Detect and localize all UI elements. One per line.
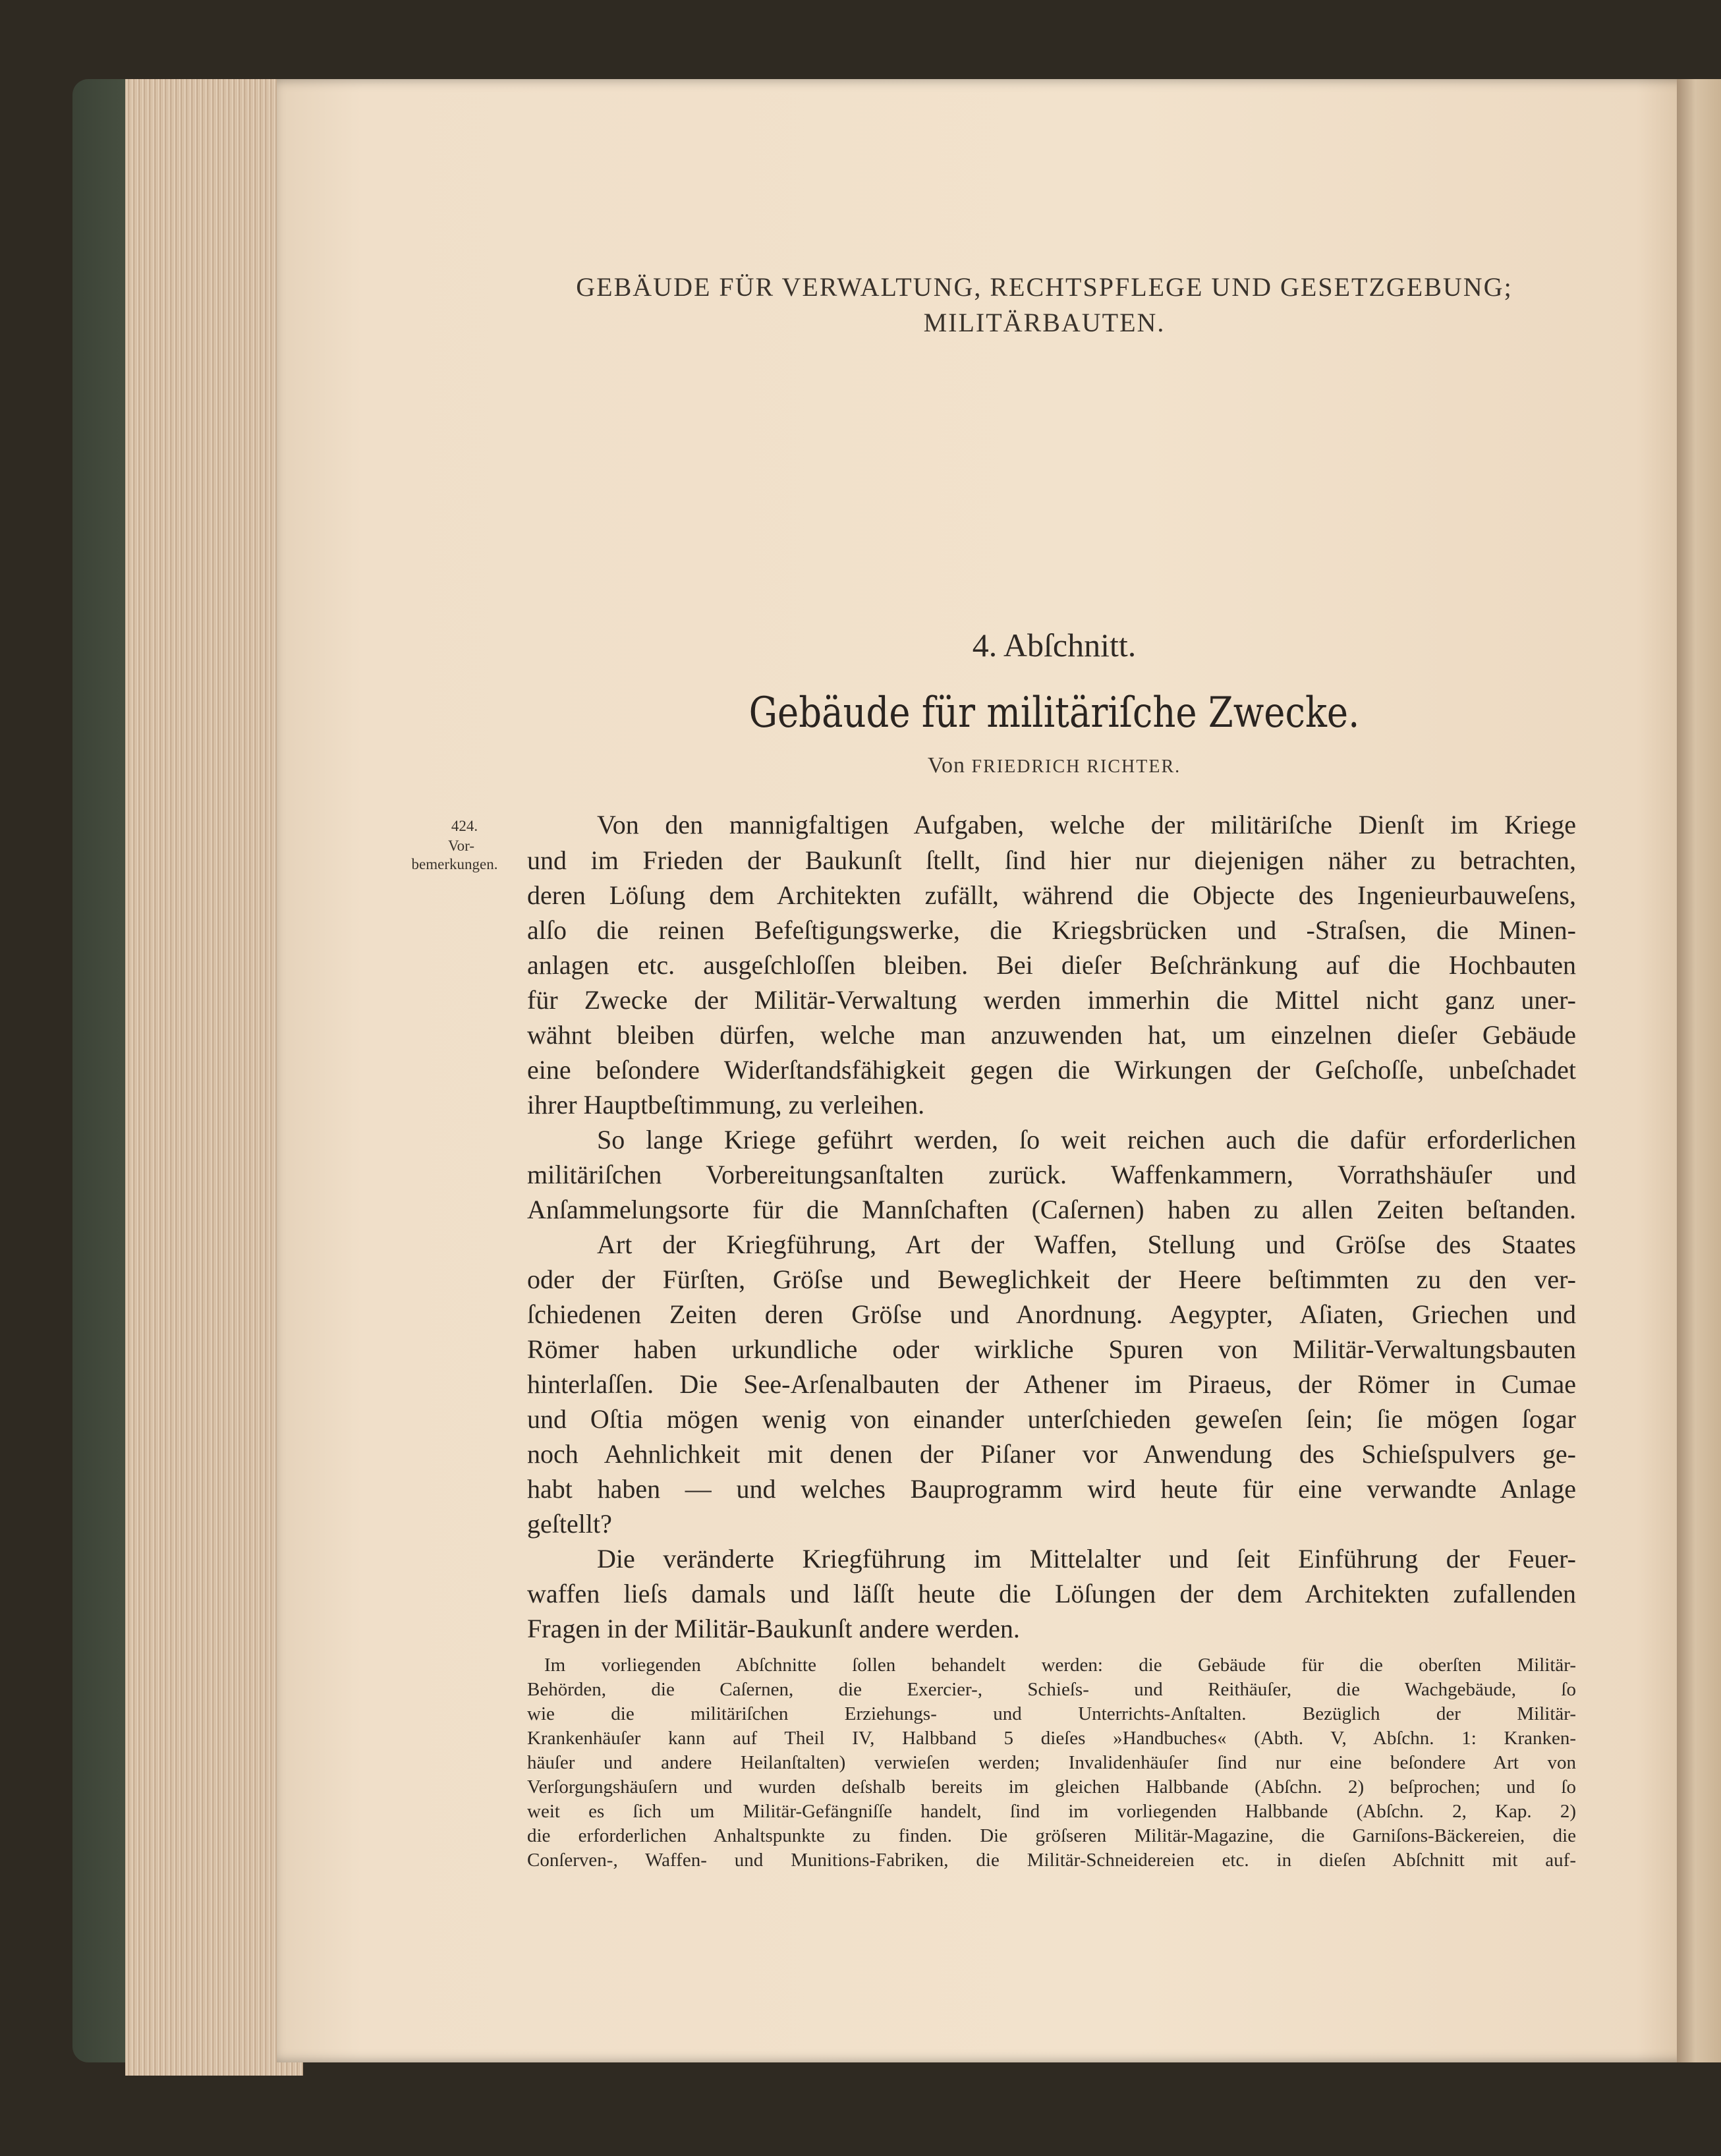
footnote-line: Conſerven-, Waffen- und Munitions-Fabriken, die Militär-Schneidereien etc. in dieſen Abſchnitt mit auf- <box>527 1850 1576 1871</box>
body-text-line: noch Aehnlichkeit mit denen der Piſaner vor Anwendung des Schieſspulvers ge- <box>527 1439 1576 1469</box>
footnote-line: häuſer und andere Heilanſtalten) verwieſen werden; Invalidenhäuſer ſind nur eine beſondere Art von <box>527 1752 1576 1773</box>
running-head-line-2: MILITÄRBAUTEN. <box>923 308 1166 337</box>
body-text-line: eine beſondere Widerſtandsfähigkeit gegen die Wirkungen der Geſchoſſe, unbeſchadet <box>527 1055 1576 1085</box>
margin-note-label-1: Vor- <box>447 837 474 854</box>
facing-page-edge <box>1677 79 1721 2062</box>
body-text-line: Fragen in der Militär-Baukunſt andere werden. <box>527 1614 1020 1643</box>
body-text-line: waffen lieſs damals und läſſt heute die Löſungen der dem Architekten zufallenden <box>527 1579 1576 1608</box>
body-text-line: hinterlaſſen. Die See-Arſenalbauten der Athener im Piraeus, der Römer in Cumae <box>527 1369 1576 1399</box>
body-text-line: Die veränderte Kriegführung im Mittelalter und ſeit Einführung der Feuer- <box>597 1544 1576 1574</box>
body-text-line: oder der Fürſten, Gröſse und Beweglichkeit der Heere beſtimmten zu den ver- <box>527 1264 1576 1294</box>
footnote-line: Krankenhäuſer kann auf Theil IV, Halbband 5 dieſes »Handbuches« (Abth. V, Abſchn. 1: Kranken- <box>527 1728 1576 1749</box>
body-text-line: Römer haben urkundliche oder wirkliche Spuren von Militär-Verwaltungsbauten <box>527 1334 1576 1364</box>
body-text-line: habt haben — und welches Bauprogramm wird heute für eine verwandte Anlage <box>527 1474 1576 1504</box>
body-text-line: und Oſtia mögen wenig von einander unterſchieden geweſen ſein; ſie mögen ſogar <box>527 1404 1576 1434</box>
body-text-line: geſtellt? <box>527 1509 612 1539</box>
author-prefix: Von <box>927 753 966 778</box>
body-text-line: ſchiedenen Zeiten deren Gröſse und Anordnung. Aegypter, Aſiaten, Griechen und <box>527 1299 1576 1329</box>
body-text-line: Von den mannigfaltigen Aufgaben, welche der militäriſche Dienſt im Kriege <box>597 810 1576 839</box>
footnote-line: Behörden, die Caſernen, die Exercier-, Schieſs- und Reithäuſer, die Wachgebäude, ſo <box>527 1679 1576 1700</box>
body-text-line: militäriſchen Vorbereitungsanſtalten zurück. Waffenkammern, Vorrathshäuſer und <box>527 1160 1576 1189</box>
footnote-line: wie die militäriſchen Erziehungs- und Unterrichts-Anſtalten. Bezüglich der Militär- <box>527 1703 1576 1724</box>
footnote-line: Im vorliegenden Abſchnitte ſollen behandelt werden: die Gebäude für die oberſten Militär- <box>544 1655 1576 1676</box>
body-text-line: deren Löſung dem Architekten zufällt, während die Objecte des Ingenieurbauweſens, <box>527 880 1576 910</box>
chapter-number: 4. Abſchnitt. <box>972 627 1137 664</box>
body-text-line: anlagen etc. ausgeſchloſſen bleiben. Bei dieſer Beſchränkung auf die Hochbauten <box>527 950 1576 980</box>
margin-note-number: 424. <box>451 818 478 834</box>
footnote-line: die erforderlichen Anhaltspunkte zu finden. Die gröſseren Militär-Magazine, die Garniſons-Bäckereien, die <box>527 1825 1576 1846</box>
body-text-line: wähnt bleiben dürfen, welche man anzuwenden hat, um einzelnen dieſer Gebäude <box>527 1020 1576 1050</box>
body-text-line: für Zwecke der Militär-Verwaltung werden immerhin die Mittel nicht ganz uner- <box>527 985 1576 1015</box>
author-name: FRIEDRICH RICHTER. <box>971 756 1181 777</box>
author-line <box>791 753 1318 778</box>
footnote-line: Verſorgungshäuſern und wurden deſshalb bereits im gleichen Halbbande (Abſchn. 2) beſprochen; und ſo <box>527 1776 1576 1798</box>
footnote-line: weit es ſich um Militär-Gefängniſſe handelt, ſind im vorliegenden Halbbande (Abſchn. 2, Kap. 2) <box>527 1801 1576 1822</box>
body-text-line: und im Frieden der Baukunſt ſtellt, ſind hier nur diejenigen näher zu betrachten, <box>527 845 1576 875</box>
body-text-line: alſo die reinen Befeſtigungswerke, die Kriegsbrücken und -Straſsen, die Minen- <box>527 915 1576 945</box>
body-text-line: So lange Kriege geführt werden, ſo weit reichen auch die dafür erforderlichen <box>597 1125 1576 1154</box>
margin-note-label-2: bemerkungen. <box>411 856 498 872</box>
chapter-title: Gebäude für militäriſche Zwecke. <box>748 689 1360 737</box>
body-text-line: Anſammelungsorte für die Mannſchaften (Caſernen) haben zu allen Zeiten beſtanden. <box>527 1195 1576 1224</box>
body-text-line: ihrer Hauptbeſtimmung, zu verleihen. <box>527 1090 925 1120</box>
body-text-line: Art der Kriegführung, Art der Waffen, Stellung und Gröſse des Staates <box>597 1230 1576 1259</box>
running-head-line-1: GEBÄUDE FÜR VERWALTUNG, RECHTSPFLEGE UND GESETZGEBUNG; <box>576 272 1513 302</box>
